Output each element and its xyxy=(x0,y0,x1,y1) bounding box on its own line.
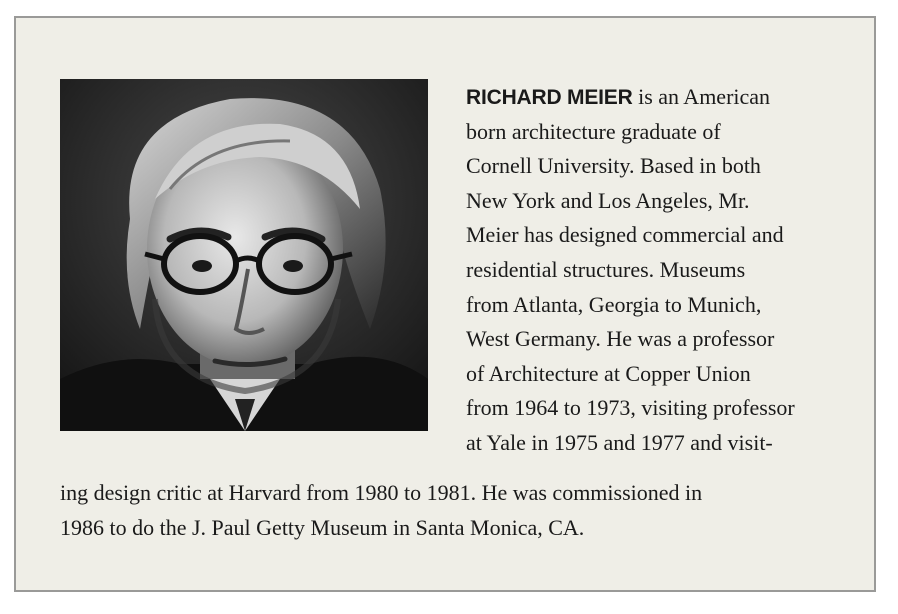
bio-line-13: 1986 to do the J. Paul Getty Museum in Santa Monica, CA. xyxy=(60,514,585,540)
subject-name: RICHARD MEIER xyxy=(466,86,633,109)
bio-line-10: from 1964 to 1973, visiting professor xyxy=(466,395,795,421)
bio-line-4: New York and Los Angeles, Mr. xyxy=(466,187,750,213)
bio-line-7: from Atlanta, Georgia to Munich, xyxy=(466,291,762,317)
bio-line-6: residential structures. Museums xyxy=(466,256,746,282)
bio-text-full-width xyxy=(60,476,702,545)
portrait-photo xyxy=(60,79,428,431)
bio-line-9: of Architecture at Copper Union xyxy=(466,360,751,386)
bio-line-1: RICHARD MEIER is an American xyxy=(466,84,771,109)
bio-line-5: Meier has designed commercial and xyxy=(466,222,784,248)
bio-line-2: born architecture graduate of xyxy=(466,118,721,144)
bio-line-11: at Yale in 1975 and 1977 and visit- xyxy=(466,429,773,455)
bio-line-12: ing design critic at Harvard from 1980 to 1981. He was commissioned in xyxy=(60,480,703,505)
bio-line-3: Cornell University. Based in both xyxy=(466,153,761,179)
portrait-illustration xyxy=(60,79,428,431)
bio-line-8: West Germany. He was a professor xyxy=(466,326,775,352)
bio-text-right-column xyxy=(466,80,795,461)
